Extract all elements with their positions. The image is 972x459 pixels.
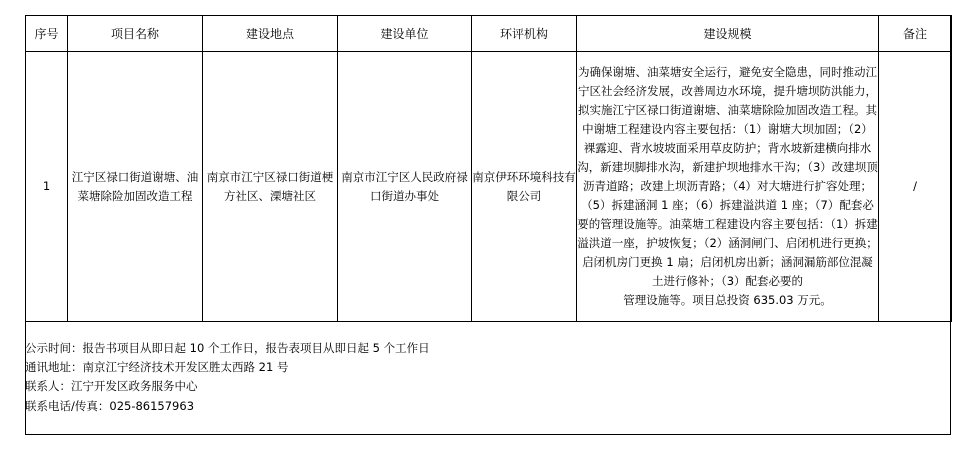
scale-text: 为确保谢塘、油菜塘安全运行，避免安全隐患，同时推动江宁区社会经济发展，改善周边水环境，提升塘坝防洪能力，拟实施江宁区禄口街道谢塘、油菜塘除险加固改造工程。其中谢塘工程建设内容主要包括：（1）谢塘大坝加固；（2）裸露迎、背水坡坡面采用草皮防护；背水坡新建横向排水沟，新建坝脚排水沟，新建护坝地排水干沟；（3）改建坝顶沥青道路；改建上坝沥青路；（4）对大塘进行扩容处理；（5）拆建涵洞 1 座；（6）拆建溢洪道 1 座；（7）配套必要的管理设施等。油菜塘工程建设内容主要包括：（1）拆建溢洪道一座，护坡恢复；（2）涵洞闸门、启闭机进行更换；启闭机房门更换 1 扇；启闭机房出新；涵洞漏筋部位混凝土进行修补；（3）配套必要的 <box>577 65 878 288</box>
header-remark: 备注 <box>879 16 952 52</box>
cell-index: 1 <box>26 52 68 322</box>
cell-scale <box>577 52 879 322</box>
header-builder: 建设单位 <box>338 16 472 52</box>
cell-eia-agency: 南京伊环环境科技有限公司 <box>472 52 577 322</box>
cell-project-name: 江宁区禄口街道谢塘、油菜塘除险加固改造工程 <box>68 52 203 322</box>
header-location: 建设地点 <box>203 16 338 52</box>
header-index: 序号 <box>26 16 68 52</box>
header-scale: 建设规模 <box>577 16 879 52</box>
header-eia-agency: 环评机构 <box>472 16 577 52</box>
scale-last-line: 管理设施等。项目总投资 635.03 万元。 <box>623 293 832 307</box>
cell-location: 南京市江宁区禄口街道梗方社区、溧塘社区 <box>203 52 338 322</box>
contact-person: 联系人：江宁开发区政务服务中心 <box>25 379 198 394</box>
project-table <box>25 15 952 322</box>
phone-fax: 联系电话/传真：025-86157963 <box>25 398 195 413</box>
cell-remark: / <box>879 52 952 322</box>
table-header-row <box>26 16 952 52</box>
table-row <box>26 52 952 322</box>
cell-builder: 南京市江宁区人民政府禄口街道办事处 <box>338 52 472 322</box>
publicity-time: 公示时间：报告书项目从即日起 10 个工作日，报告表项目从即日起 5 个工作日 <box>25 341 430 355</box>
header-project-name: 项目名称 <box>68 16 203 52</box>
address: 通讯地址：南京江宁经济技术开发区胜太西路 21 号 <box>25 360 289 375</box>
contact-notes <box>25 339 430 416</box>
